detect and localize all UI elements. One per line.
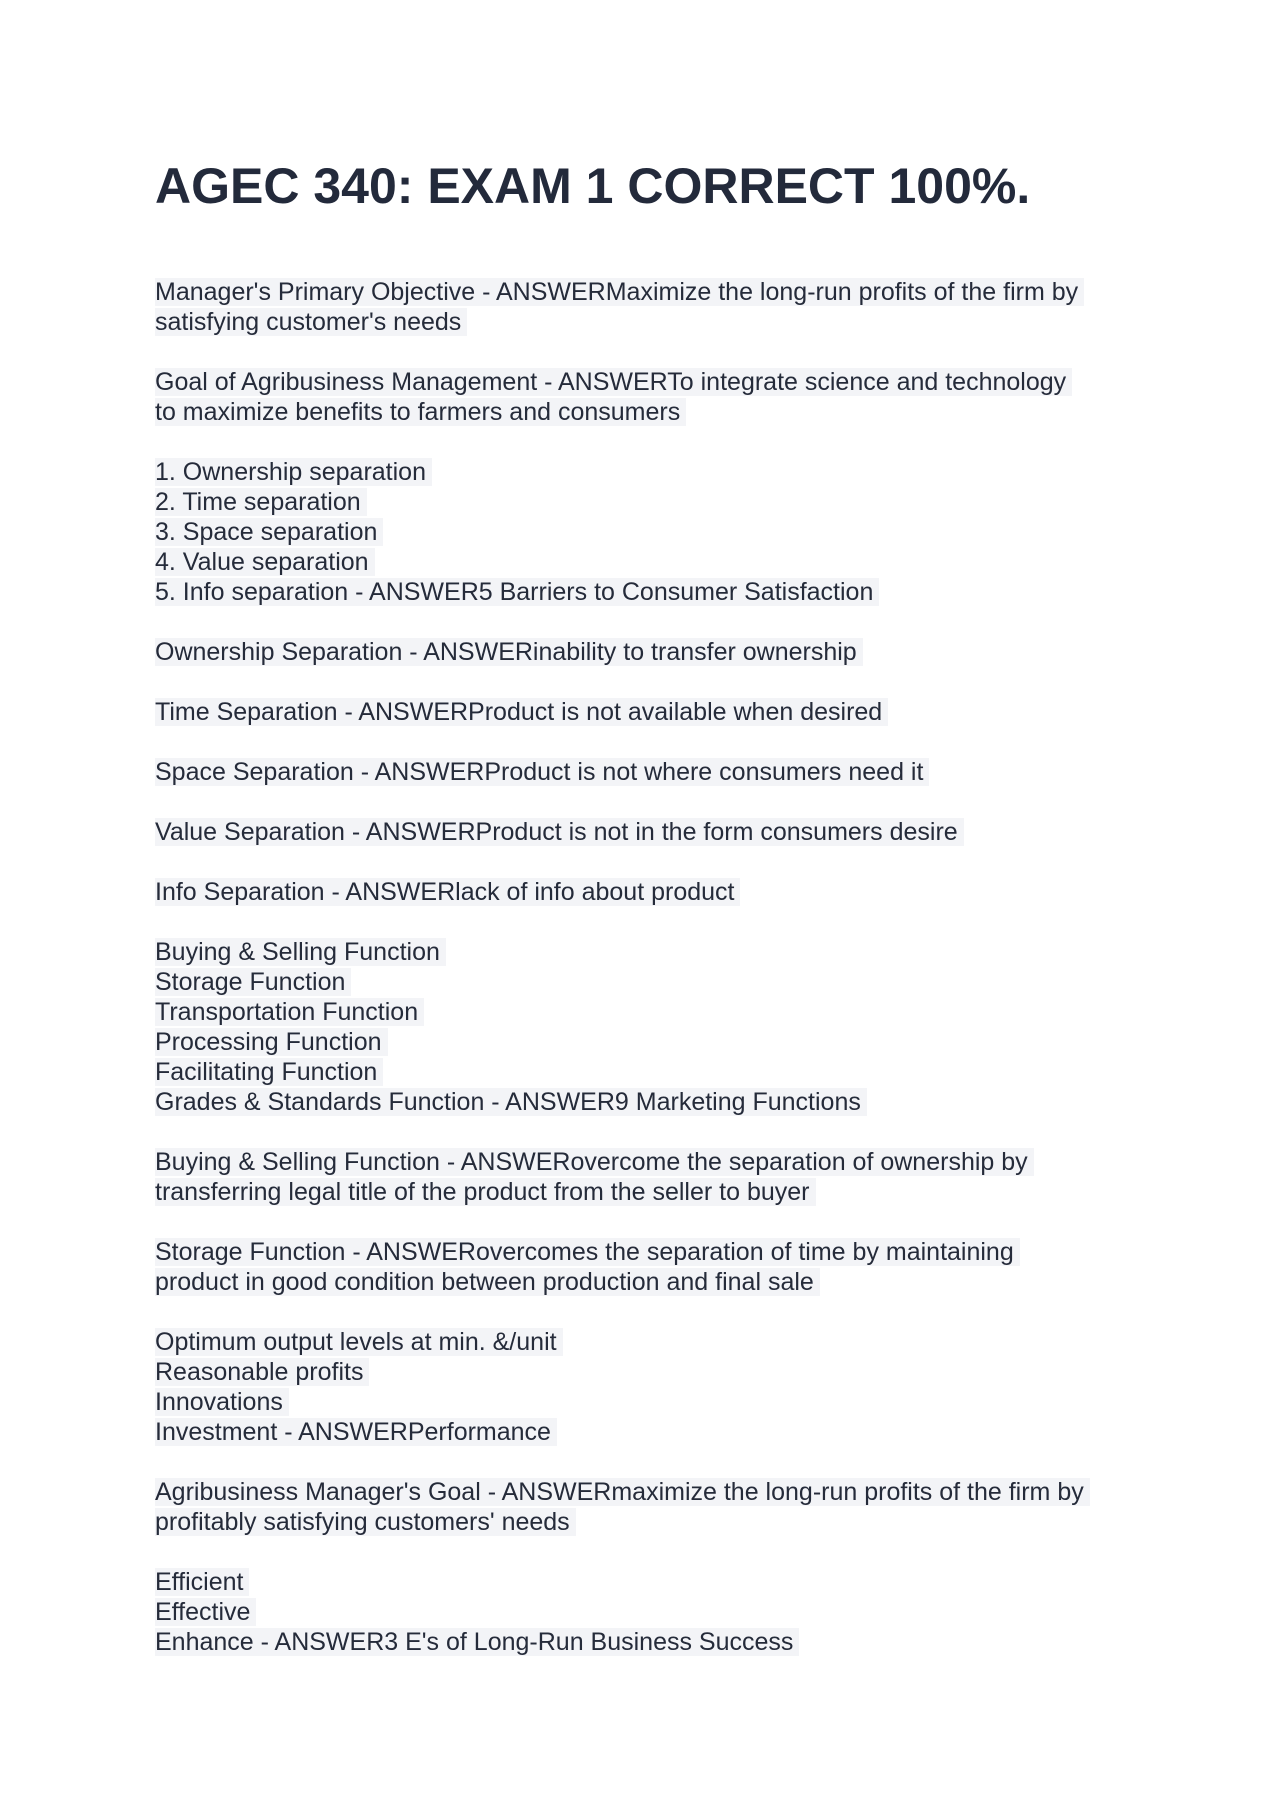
- qa-line: [155, 1027, 1135, 1057]
- qa-line-text: Enhance - ANSWER3 E's of Long-Run Business Success: [155, 1628, 799, 1656]
- qa-line-text: Transportation Function: [155, 998, 424, 1026]
- qa-line: [155, 1177, 1135, 1207]
- qa-entry: [155, 757, 1135, 787]
- qa-entry: [155, 1327, 1135, 1447]
- qa-line: [155, 1567, 1135, 1597]
- qa-line: [155, 1057, 1135, 1087]
- qa-line: [155, 457, 1135, 487]
- document-page: [155, 150, 1135, 1687]
- qa-line: [155, 937, 1135, 967]
- qa-line-text: Agribusiness Manager's Goal - ANSWERmaximize the long-run profits of the firm by: [155, 1478, 1090, 1506]
- qa-line: [155, 277, 1135, 307]
- qa-line-text: Investment - ANSWERPerformance: [155, 1418, 557, 1446]
- qa-line-text: Ownership Separation - ANSWERinability to transfer ownership: [155, 638, 863, 666]
- qa-entry: [155, 637, 1135, 667]
- qa-line: [155, 1597, 1135, 1627]
- qa-line: [155, 817, 1135, 847]
- qa-line-text: Buying & Selling Function - ANSWERovercome the separation of ownership by: [155, 1148, 1034, 1176]
- qa-line-text: Processing Function: [155, 1028, 388, 1056]
- qa-line-text: product in good condition between production and final sale: [155, 1268, 820, 1296]
- qa-entry: [155, 1237, 1135, 1297]
- qa-line: [155, 1477, 1135, 1507]
- qa-line: [155, 367, 1135, 397]
- qa-line-text: Effective: [155, 1598, 256, 1626]
- qa-line-text: Optimum output levels at min. &/unit: [155, 1328, 563, 1356]
- qa-entry: [155, 817, 1135, 847]
- qa-line: [155, 1237, 1135, 1267]
- qa-line: [155, 487, 1135, 517]
- qa-line: [155, 637, 1135, 667]
- qa-line-text: 2. Time separation: [155, 488, 367, 516]
- qa-line: [155, 967, 1135, 997]
- qa-line-text: Manager's Primary Objective - ANSWERMaximize the long-run profits of the firm by: [155, 278, 1084, 306]
- qa-line-text: Efficient: [155, 1568, 249, 1596]
- qa-line-text: 4. Value separation: [155, 548, 375, 576]
- qa-entry: [155, 457, 1135, 607]
- qa-line: [155, 997, 1135, 1027]
- qa-line-text: Innovations: [155, 1388, 289, 1416]
- qa-line: [155, 1267, 1135, 1297]
- qa-line: [155, 877, 1135, 907]
- qa-line-text: satisfying customer's needs: [155, 308, 467, 336]
- qa-line-text: Space Separation - ANSWERProduct is not where consumers need it: [155, 758, 929, 786]
- document-title: AGEC 340: EXAM 1 CORRECT 100%.: [155, 158, 1031, 214]
- qa-line-text: Storage Function - ANSWERovercomes the separation of time by maintaining: [155, 1238, 1020, 1266]
- qa-line: [155, 1507, 1135, 1537]
- qa-entry: [155, 877, 1135, 907]
- qa-line: [155, 577, 1135, 607]
- qa-entry: [155, 277, 1135, 337]
- qa-entry: [155, 1147, 1135, 1207]
- qa-line-text: 5. Info separation - ANSWER5 Barriers to Consumer Satisfaction: [155, 578, 879, 606]
- qa-entry: [155, 937, 1135, 1117]
- qa-entry: [155, 1567, 1135, 1657]
- qa-entry: [155, 697, 1135, 727]
- qa-line-text: 3. Space separation: [155, 518, 383, 546]
- qa-line: [155, 1627, 1135, 1657]
- qa-line-text: Value Separation - ANSWERProduct is not in the form consumers desire: [155, 818, 964, 846]
- qa-line-text: Info Separation - ANSWERlack of info about product: [155, 878, 740, 906]
- qa-line-text: Facilitating Function: [155, 1058, 383, 1086]
- qa-entry: [155, 1477, 1135, 1537]
- qa-line-text: Reasonable profits: [155, 1358, 369, 1386]
- qa-line-text: 1. Ownership separation: [155, 458, 432, 486]
- qa-line: [155, 547, 1135, 577]
- qa-entry: [155, 367, 1135, 427]
- qa-line: [155, 307, 1135, 337]
- qa-line: [155, 1087, 1135, 1117]
- qa-line: [155, 1387, 1135, 1417]
- qa-line-text: transferring legal title of the product from the seller to buyer: [155, 1178, 816, 1206]
- qa-line-text: Buying & Selling Function: [155, 938, 446, 966]
- qa-line-text: Goal of Agribusiness Management - ANSWERTo integrate science and technology: [155, 368, 1072, 396]
- qa-line-text: profitably satisfying customers' needs: [155, 1508, 576, 1536]
- qa-line: [155, 1147, 1135, 1177]
- qa-line: [155, 1357, 1135, 1387]
- qa-line-text: to maximize benefits to farmers and consumers: [155, 398, 686, 426]
- qa-line: [155, 517, 1135, 547]
- qa-line: [155, 1417, 1135, 1447]
- qa-line: [155, 397, 1135, 427]
- qa-line-text: Time Separation - ANSWERProduct is not available when desired: [155, 698, 888, 726]
- qa-line: [155, 757, 1135, 787]
- qa-line: [155, 1327, 1135, 1357]
- qa-line: [155, 697, 1135, 727]
- qa-line-text: Storage Function: [155, 968, 351, 996]
- qa-list: [155, 277, 1135, 1657]
- qa-line-text: Grades & Standards Function - ANSWER9 Marketing Functions: [155, 1088, 867, 1116]
